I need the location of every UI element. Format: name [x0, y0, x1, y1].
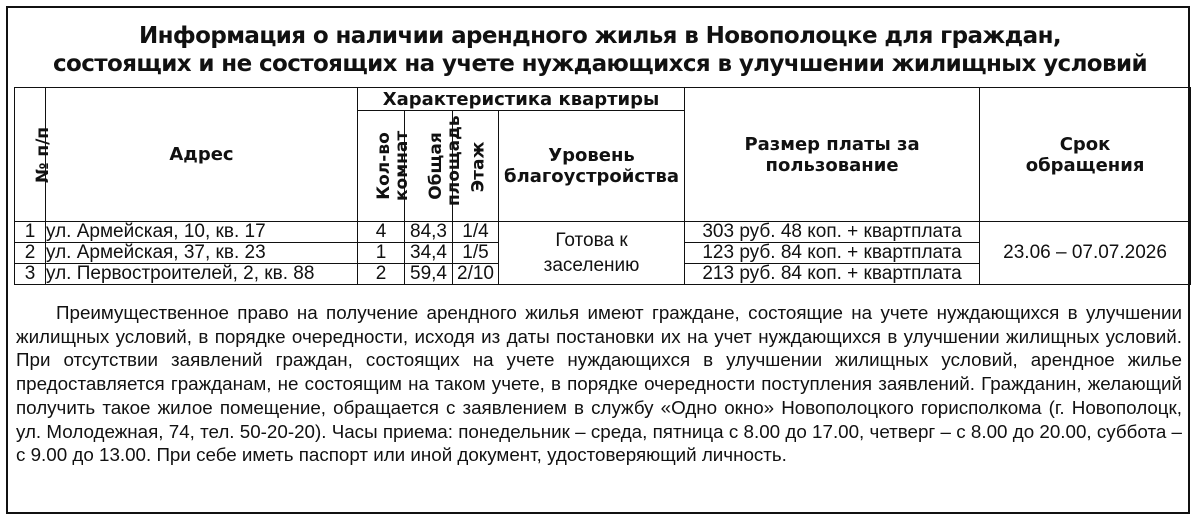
row-address: ул. Армейская, 10, кв. 17 [46, 222, 358, 243]
header-payment: Размер платы за пользование [685, 88, 980, 222]
header-level: Уровень благоустройства [499, 111, 685, 222]
title-line-1: Информация о наличии арендного жилья в Новополоцке для граждан, [138, 23, 1061, 49]
row-floor: 1/4 [453, 222, 499, 243]
header-term: Срок обращения [980, 88, 1191, 222]
row-rooms: 2 [358, 264, 405, 285]
row-area: 34,4 [405, 243, 453, 264]
header-num: № п/п [15, 88, 46, 222]
row-num: 3 [15, 264, 46, 285]
row-address: ул. Армейская, 37, кв. 23 [46, 243, 358, 264]
row-payment: 303 руб. 48 коп. + квартплата [685, 222, 980, 243]
row-area: 84,3 [405, 222, 453, 243]
row-floor: 1/5 [453, 243, 499, 264]
row-num: 1 [15, 222, 46, 243]
term-cell: 23.06 – 07.07.2026 [980, 222, 1191, 285]
row-payment: 213 руб. 84 коп. + квартплата [685, 264, 980, 285]
level-cell: Готова к заселению [499, 222, 685, 285]
notice-title [8, 22, 1192, 78]
header-rooms: Кол-во комнат [358, 111, 405, 222]
row-payment: 123 руб. 84 коп. + квартплата [685, 243, 980, 264]
row-floor: 2/10 [453, 264, 499, 285]
info-paragraph [16, 301, 1182, 467]
row-rooms: 1 [358, 243, 405, 264]
header-area: Общая площадь [405, 111, 453, 222]
header-floor: Этаж [453, 111, 499, 222]
row-area: 59,4 [405, 264, 453, 285]
housing-table [14, 87, 1191, 285]
paragraph-text: Преимущественное право на получение арендного жилья имеют граждане, состоящие на учете нуждающихся в улучшении жилищных условий, в порядке очередности, исходя из даты постановки их на учет нуждающихся в улучшении жилищных условий. При отсутствии заявлений граждан, состоящих на учете нуждающихся в улучшении жилищных условий, арендное жилье предоставляется гражданам, не состоящим на таком учете, в порядке очередности поступления заявлений. Гражданин, желающий получить такое жилое помещение, обращается с заявлением в службу «Одно окно» Новополоцкого горисполкома (г. Новополоцк, ул. Молодежная, 74, тел. 50-20-20). Часы приема: понедельник – среда, пятница с 8.00 до 17.00, четверг – с 8.00 до 20.00, суббота – с 9.00 до 13.00. При себе иметь паспорт или иной документ, удостоверяющий личность. [16, 302, 1182, 466]
title-line-2: состоящих и не состоящих на учете нуждающихся в улучшении жилищных условий [53, 51, 1147, 77]
table-row [15, 222, 1191, 243]
row-address: ул. Первостроителей, 2, кв. 88 [46, 264, 358, 285]
header-address: Адрес [46, 88, 358, 222]
header-characteristics: Характеристика квартиры [358, 88, 685, 111]
row-rooms: 4 [358, 222, 405, 243]
row-num: 2 [15, 243, 46, 264]
